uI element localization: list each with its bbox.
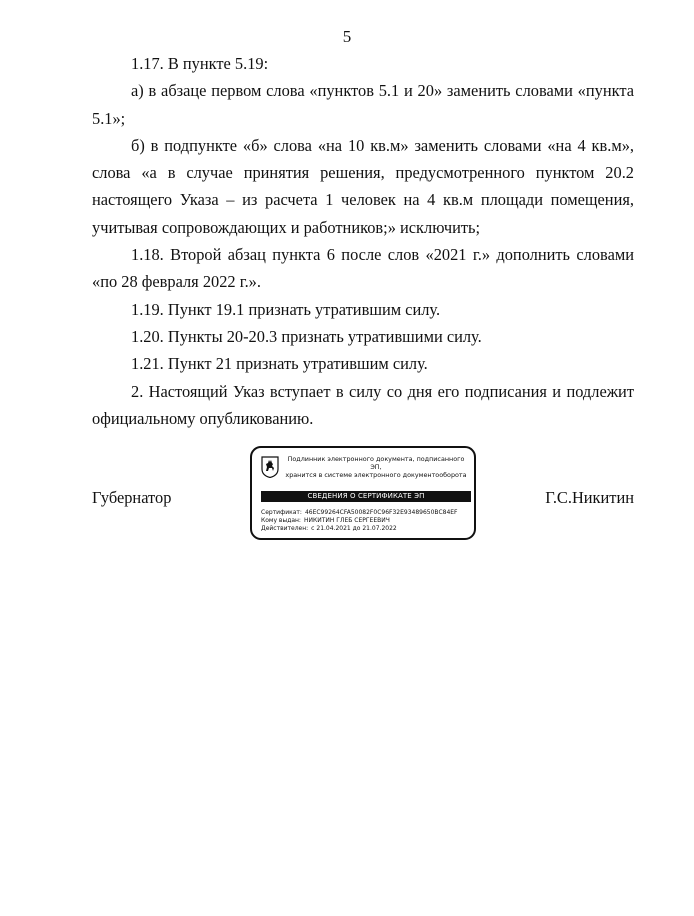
certificate-label: Сертификат:	[261, 509, 302, 516]
validity-row	[261, 525, 473, 533]
validity-label: Действителен:	[261, 525, 309, 532]
validity-value: с 21.04.2021 до 21.07.2022	[311, 525, 397, 532]
document-body	[92, 50, 634, 432]
page-number: 5	[342, 27, 352, 46]
stamp-header	[282, 455, 470, 479]
certificate-row	[261, 509, 473, 517]
paragraph-1-17-a: а) в абзаце первом слова «пунктов 5.1 и 20» заменить словами «пункта 5.1»;	[92, 81, 634, 128]
paragraph-2: 2. Настоящий Указ вступает в силу со дня его подписания и подлежит официальному опубликованию.	[92, 381, 634, 428]
stamp-header-line-1: Подлинник электронного документа, подписанного ЭП,	[287, 455, 465, 471]
paragraph-1-19: 1.19. Пункт 19.1 признать утратившим силу.	[131, 299, 441, 319]
electronic-signature-stamp	[250, 446, 476, 540]
paragraph-1-17: 1.17. В пункте 5.19:	[131, 54, 269, 73]
certificate-details	[261, 509, 473, 533]
signatory-title: Губернатор	[92, 488, 172, 507]
deer-emblem-icon	[261, 456, 279, 478]
paragraph-1-17-b: б) в подпункте «б» слова «на 10 кв.м» заменить словами «на 4 кв.м», слова «а в случае принятия решения, предусмотренного пунктом 20.2 настоящего Указа – из расчета 1 человек на 4 кв.м площади помещения, учитывая сопровождающих и работников;» исключить;	[92, 135, 634, 237]
certificate-info-bar: СВЕДЕНИЯ О СЕРТИФИКАТЕ ЭП	[261, 491, 471, 502]
paragraph-1-20: 1.20. Пункты 20-20.3 признать утратившими силу.	[131, 326, 482, 346]
issued-to-label: Кому выдан:	[261, 517, 301, 524]
stamp-header-line-2: хранится в системе электронного документооборота	[285, 471, 467, 479]
issued-to-value: НИКИТИН ГЛЕБ СЕРГЕЕВИЧ	[303, 517, 390, 524]
paragraph-1-21: 1.21. Пункт 21 признать утратившим силу.	[131, 354, 428, 374]
signatory-name: Г.С.Никитин	[545, 488, 634, 507]
issued-to-row	[261, 517, 473, 525]
certificate-value: 46EC99264CFA50082F0C96F32E93489650BC84EF	[304, 509, 458, 516]
paragraph-1-18: 1.18. Второй абзац пункта 6 после слов «2021 г.» дополнить словами «по 28 февраля 2022 г.».	[92, 245, 634, 292]
